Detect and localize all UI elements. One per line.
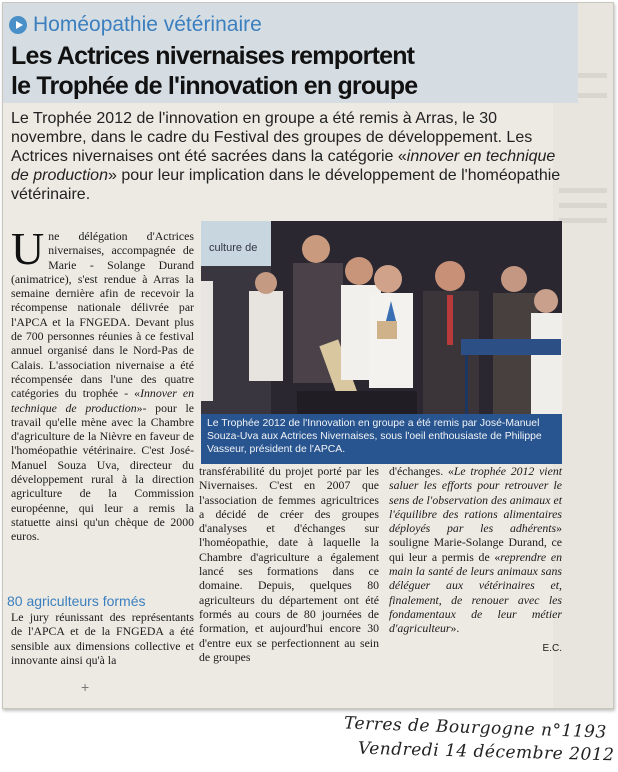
headline [11,41,566,101]
headline-line-2: le Trophée de l'innovation en groupe [11,72,418,100]
newspaper-clipping [2,2,614,709]
author-signature: E.C. [542,642,562,654]
lead-paragraph [11,109,566,204]
handwritten-source: Terres de Bourgogne n°1193 [343,713,608,743]
article-column-2: transférabilité du projet porté par les Nivernaises. C'est en 2007 que l'association de femmes agricultrices a décidé de créer des groupes d'analyses et d'échanges sur l'homéopathie, date à laquelle la Chambre d'agriculture a également lancé ses formations dans ce domaine. Depuis, quelques 80 agriculteurs du département ont été formés au cours de 80 journées de formation, et aujourd'hui encore 30 d'entre eux se perfectionnent au sein de groupes [199,464,379,664]
backdrop-screen-text: culture de [209,242,258,254]
rubric-label: Homéopathie vétérinaire [33,13,262,36]
headline-line-1: Les Actrices nivernaises remportent [11,42,415,70]
body-emphasis: Innover en technique de production [11,386,194,415]
rubric [9,13,262,37]
body-text: » souligne Marie-Solange Durand, ce qui leur a permis de « [389,521,562,564]
award-photo-image [201,221,562,414]
subheading: 80 agriculteurs formés [7,593,146,609]
faint-text-line [559,203,607,208]
photo-caption: Le Trophée 2012 de l'Innovation en groupe a été remis par José-Manuel Souza-Uva aux Actrices Nivernaises, sous l'oeil enthousiaste de Philippe Vasseur, président de l'APCA. [201,414,562,464]
lead-category: innover en technique de production [11,148,556,184]
body-text: d'échanges. « [389,464,454,478]
play-arrow-icon [9,16,27,34]
article-column-3 [389,464,562,656]
drop-cap: U [11,223,45,274]
crop-mark-icon: + [81,679,90,695]
handwritten-date: Vendredi 14 décembre 2012 [357,738,615,766]
quote-text: Le trophée 2012 vient saluer les efforts pour retrouver le sens de l'observation des animaux et l'équilibre des rations alimentaires déployés par les adhérents [389,464,563,536]
faint-text-line [559,188,607,193]
lead-text: Le Trophée 2012 de l'innovation en groupe a été remis à Arras, le 30 novembre, dans le cadre du Festival des groupes de développement. Les Actrices nivernaises ont été sacrées dans la catégorie « [11,110,533,165]
body-text: »- pour le travail qu'elle mène avec la Chambre d'agriculture de la Nièvre en faveur de l'homéopathie vétérinaire. C'est José-Manuel Souza Uva, directeur du développement rural à la direction agriculture de la Commission européenne, qui leur a remis la statuette ainsi qu'un chèque de 2000 euros. [11,400,194,544]
quote-text: reprendre en main la santé de leurs animaux sans déléguer aux vétérinaires et, finalement, de renouer avec les fondamentaux de leur métier d'agriculteur [389,549,562,636]
lead-text-end: » pour leur implication dans le développement de l'homéopathie vétérinaire. [11,167,561,203]
faint-text-line [559,218,607,223]
body-text: ne délégation d'Actrices nivernaises, accompagnée de Marie - Solange Durand (animatrice), s'est rendue à Arras la semaine dernière afin de recevoir la récompense nationale délivrée par l'APCA et la FNGEDA. Devant plus de 700 personnes réunies à ce festival annuel organisé dans le Nord-Pas de Calais. L'association nivernaise a été récompensée dans l'une des quatre catégories du trophée - « [11,229,194,401]
article-column-1 [11,223,194,544]
article-column-1-continued: Le jury réunissant des représentants de l'APCA et de la FNGEDA a été sensible aux dimensions collective et innovante ainsi qu'à la [11,610,194,667]
body-text: ». [450,621,460,636]
award-photo [201,221,562,414]
